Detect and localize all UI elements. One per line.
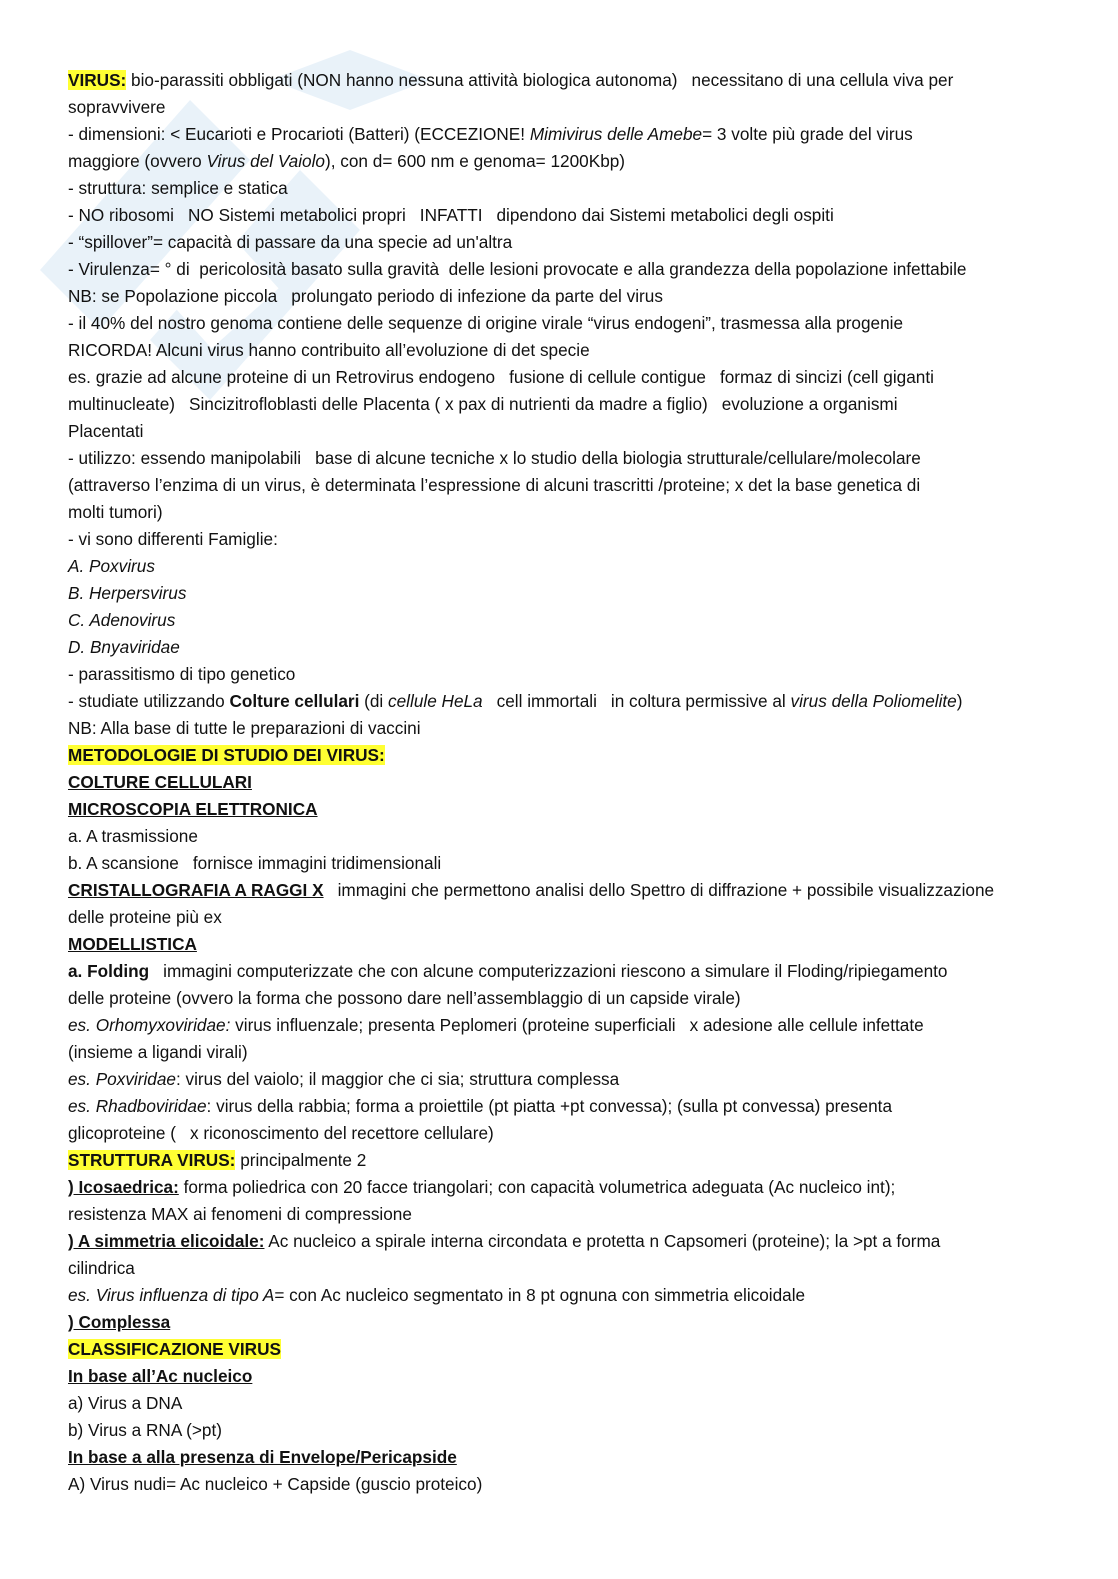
text-line: NB: se Popolazione piccola prolungato periodo di infezione da parte del virus [68, 286, 663, 306]
text-line: ) A simmetria elicoidale: Ac nucleico a spirale interna circondata e protetta n Capsomeri (proteine); la >pt a forma [68, 1231, 941, 1251]
text-line: a. Folding immagini computerizzate che con alcune computerizzazioni riescono a simulare il Floding/ripiegamento [68, 961, 948, 981]
subsection-heading: In base all’Ac nucleico [68, 1366, 253, 1386]
text-line: CRISTALLOGRAFIA A RAGGI X immagini che permettono analisi dello Spettro di diffrazione + possibile visualizzazione [68, 880, 995, 900]
section-heading: STRUTTURA VIRUS: principalmente 2 [68, 1150, 367, 1170]
text-line: cilindrica [68, 1258, 135, 1278]
section-heading: METODOLOGIE DI STUDIO DEI VIRUS: [68, 745, 385, 765]
text-line: VIRUS: bio-parassiti obbligati (NON hanno nessuna attività biologica autonoma) necessitano di una cellula viva per [68, 70, 954, 90]
text-line: maggiore (ovvero Virus del Vaiolo), con d= 600 nm e genoma= 1200Kbp) [68, 151, 626, 171]
text-line: sopravvivere [68, 97, 166, 117]
text-line: Placentati [68, 421, 144, 441]
text-line: - Virulenza= ° di pericolosità basato sulla gravità delle lesioni provocate e alla grandezza della popolazione infettabile [68, 259, 967, 279]
text-line: a) Virus a DNA [68, 1393, 183, 1413]
text-line: b. A scansione fornisce immagini tridimensionali [68, 853, 442, 873]
text-line: - “spillover”= capacità di passare da una specie ad un'altra [68, 232, 513, 252]
text-line: delle proteine più ex [68, 907, 222, 927]
subsection-heading: ) Complessa [68, 1312, 171, 1332]
text-line: es. grazie ad alcune proteine di un Retrovirus endogeno fusione di cellule contigue formaz di sincizi (cell giganti [68, 367, 934, 387]
text-line: es. Orhomyxoviridae: virus influenzale; presenta Peplomeri (proteine superficiali x adesione alle cellule infettate [68, 1015, 924, 1035]
family-item: A. Poxvirus [68, 556, 155, 576]
text-line: (insieme a ligandi virali) [68, 1042, 248, 1062]
family-item: C. Adenovirus [68, 610, 176, 630]
text-line: - dimensioni: < Eucarioti e Procarioti (Batteri) (ECCEZIONE! Mimivirus delle Amebe= 3 volte più grade del virus [68, 124, 913, 144]
text-line: resistenza MAX ai fenomeni di compressione [68, 1204, 412, 1224]
family-item: D. Bnyaviridae [68, 637, 180, 657]
subsection-heading: MODELLISTICA [68, 934, 197, 954]
text-line: - il 40% del nostro genoma contiene delle sequenze di origine virale “virus endogeni”, trasmessa alla progenie [68, 313, 904, 333]
text-line: NB: Alla base di tutte le preparazioni di vaccini [68, 718, 421, 738]
text-line: b) Virus a RNA (>pt) [68, 1420, 222, 1440]
section-heading: CLASSIFICAZIONE VIRUS [68, 1339, 281, 1359]
text-line: a. A trasmissione [68, 826, 198, 846]
text-line: - NO ribosomi NO Sistemi metabolici propri INFATTI dipendono dai Sistemi metabolici degli ospiti [68, 205, 834, 225]
text-line: es. Poxviridae: virus del vaiolo; il maggior che ci sia; struttura complessa [68, 1069, 620, 1089]
text-line: - studiate utilizzando Colture cellulari (di cellule HeLa cell immortali in coltura permissive al virus della Poliomelite) [68, 691, 963, 711]
text-line: molti tumori) [68, 502, 163, 522]
text-line: glicoproteine ( x riconoscimento del recettore cellulare) [68, 1123, 494, 1143]
text-line: - struttura: semplice e statica [68, 178, 288, 198]
text-line: ) Icosaedrica: forma poliedrica con 20 facce triangolari; con capacità volumetrica adeguata (Ac nucleico int); [68, 1177, 896, 1197]
subsection-heading: MICROSCOPIA ELETTRONICA [68, 799, 318, 819]
text-line: multinucleate) Sincizitrofloblasti delle Placenta ( x pax di nutrienti da madre a figlio) evoluzione a organismi [68, 394, 898, 414]
subsection-heading: COLTURE CELLULARI [68, 772, 252, 792]
text-line: es. Rhadboviridae: virus della rabbia; forma a proiettile (pt piatta +pt convessa); (sulla pt convessa) presenta [68, 1096, 892, 1116]
text-line: A) Virus nudi= Ac nucleico + Capside (guscio proteico) [68, 1474, 483, 1494]
subsection-heading: In base a alla presenza di Envelope/Pericapside [68, 1447, 457, 1467]
text-line: - parassitismo di tipo genetico [68, 664, 296, 684]
document-body [68, 67, 1058, 1498]
family-item: B. Herpersvirus [68, 583, 187, 603]
text-line: (attraverso l’enzima di un virus, è determinata l’espressione di alcuni trascritti /proteine; x det la base genetica di [68, 475, 921, 495]
text-line: - vi sono differenti Famiglie: [68, 529, 278, 549]
text-line: - utilizzo: essendo manipolabili base di alcune tecniche x lo studio della biologia strutturale/cellulare/molecolare [68, 448, 921, 468]
text-line: es. Virus influenza di tipo A= con Ac nucleico segmentato in 8 pt ognuna con simmetria elicoidale [68, 1285, 806, 1305]
text-line: RICORDA! Alcuni virus hanno contribuito all’evoluzione di det specie [68, 340, 590, 360]
text-line: delle proteine (ovvero la forma che possono dare nell’assemblaggio di un capside virale) [68, 988, 741, 1008]
